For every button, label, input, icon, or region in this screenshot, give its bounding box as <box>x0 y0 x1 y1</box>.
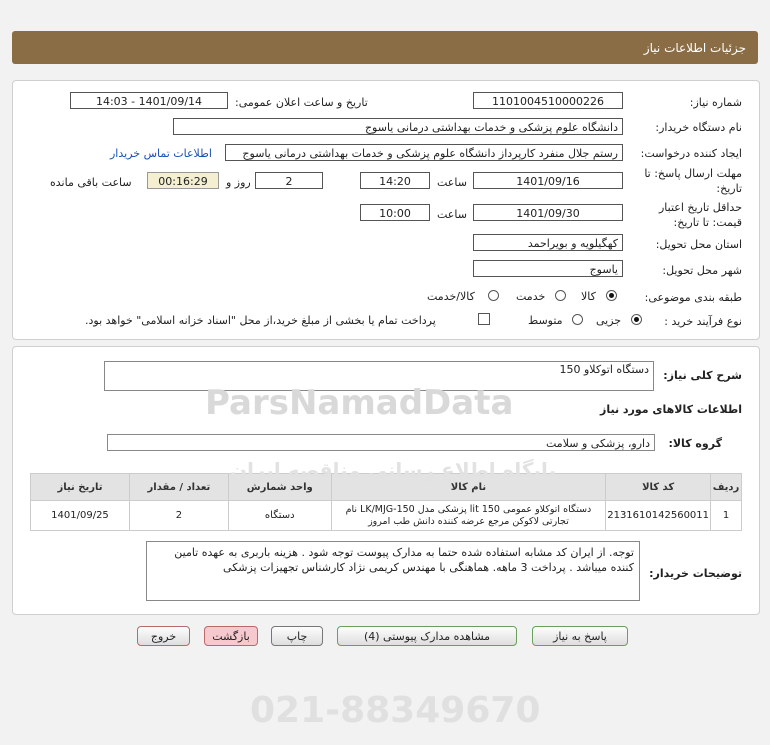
cell-date: 1401/09/25 <box>31 501 130 531</box>
deadline-date-field: 1401/09/16 <box>473 172 623 189</box>
buyer-notes-field: توجه. از ایران کد مشابه استفاده شده حتما به مدارک پیوست توجه شود . هزینه باربری به عهده تامین کننده میباشد . پرداخت 3 ماهه. هماهنگی با مهندس کریمی نژاد کارشناس تجهیزات پزشکی <box>146 541 640 601</box>
header-code: کد کالا <box>606 474 711 501</box>
announce-field: 1401/09/14 - 14:03 <box>70 92 228 109</box>
cell-row-number: 1 <box>711 501 742 531</box>
buyer-contact-link[interactable]: اطلاعات تماس خریدار <box>110 147 212 160</box>
city-label: شهر محل تحویل: <box>662 264 742 277</box>
province-field: کهگیلویه و بویراحمد <box>473 234 623 251</box>
validity-time-label: ساعت <box>437 208 467 221</box>
need-description-label: شرح کلی نیاز: <box>663 369 742 382</box>
goods-info-title: اطلاعات کالاهای مورد نیاز <box>600 403 742 416</box>
cell-name: دستگاه اتوکلاو عمومی 150 lit پزشکی مدل LK/MJG-150 نام تجارتی لاکوکن مرجع عرضه کننده دانش طب امروز <box>331 501 606 531</box>
page-header <box>12 31 758 64</box>
category-goods-label: کالا <box>581 290 596 303</box>
validity-label-2: قیمت: تا تاریخ: <box>673 216 742 229</box>
need-number-field: 1101004510000226 <box>473 92 623 109</box>
header-date: تاریخ نیاز <box>31 474 130 501</box>
creator-field: رستم جلال منفرد کارپرداز دانشگاه علوم پزشکی و خدمات بهداشتی درمانی یاسوج <box>225 144 623 161</box>
deadline-time-field: 14:20 <box>360 172 430 189</box>
watermark-line: پایگاه اطلاع رسانی مناقصه ایران <box>230 458 557 482</box>
table-header-row <box>31 474 742 501</box>
items-table <box>30 473 742 531</box>
deadline-label: مهلت ارسال پاسخ: تا <box>644 167 742 180</box>
days-field: 2 <box>255 172 323 189</box>
goods-group-field: دارو، پزشکی و سلامت <box>107 434 655 451</box>
process-minor-label: جزیی <box>596 314 622 327</box>
goods-group-label: گروه کالا: <box>668 437 722 450</box>
treasury-note: پرداخت تمام یا بخشی از مبلغ خرید،از محل "اسناد خزانه اسلامی" خواهد بود. <box>85 314 436 327</box>
category-label: طبقه بندی موضوعی: <box>644 291 742 304</box>
table-row[interactable] <box>31 501 742 531</box>
announce-label: تاریخ و ساعت اعلان عمومی: <box>235 96 368 109</box>
days-label: روز و <box>226 176 251 189</box>
process-medium-radio[interactable] <box>572 314 583 325</box>
province-label: استان محل تحویل: <box>655 238 742 251</box>
print-button[interactable]: چاپ <box>271 626 323 646</box>
category-goods-radio[interactable] <box>606 290 617 301</box>
cell-qty: 2 <box>129 501 228 531</box>
header-qty: تعداد / مقدار <box>129 474 228 501</box>
deadline-label-2: تاریخ: <box>716 182 742 195</box>
remaining-label: ساعت باقی مانده <box>50 176 132 189</box>
treasury-checkbox[interactable] <box>478 313 490 325</box>
category-goods-service-label: کالا/خدمت <box>427 290 475 303</box>
cell-code: 2131610142560011 <box>606 501 711 531</box>
deadline-time-label: ساعت <box>437 176 467 189</box>
cell-unit: دستگاه <box>228 501 331 531</box>
exit-button[interactable]: خروج <box>137 626 190 646</box>
creator-label: ایجاد کننده درخواست: <box>640 147 742 160</box>
page-title: جزئیات اطلاعات نیاز <box>643 41 746 55</box>
process-minor-radio[interactable] <box>631 314 642 325</box>
need-description-field: دستگاه اتوکلاو 150 <box>104 361 654 391</box>
header-row-number: ردیف <box>711 474 742 501</box>
watermark-phone: 021-88349670 <box>250 690 541 731</box>
process-medium-label: متوسط <box>528 314 563 327</box>
header-name: نام کالا <box>331 474 606 501</box>
header-unit: واحد شمارش <box>228 474 331 501</box>
back-button[interactable]: بازگشت <box>204 626 258 646</box>
buyer-org-label: نام دستگاه خریدار: <box>655 121 742 134</box>
watermark-brand: ParsNamadData <box>205 383 514 423</box>
validity-time-field: 10:00 <box>360 204 430 221</box>
category-service-radio[interactable] <box>555 290 566 301</box>
reply-button[interactable]: پاسخ به نیاز <box>532 626 628 646</box>
remaining-time-field: 00:16:29 <box>147 172 219 189</box>
buyer-notes-label: توضیحات خریدار: <box>649 567 742 580</box>
buyer-org-field: دانشگاه علوم پزشکی و خدمات بهداشتی درمانی یاسوج <box>173 118 623 135</box>
validity-label: حداقل تاریخ اعتبار <box>658 201 742 214</box>
process-label: نوع فرآیند خرید : <box>664 315 742 328</box>
category-goods-service-radio[interactable] <box>488 290 499 301</box>
validity-date-field: 1401/09/30 <box>473 204 623 221</box>
city-field: یاسوج <box>473 260 623 277</box>
need-number-label: شماره نیاز: <box>689 96 742 109</box>
category-service-label: خدمت <box>516 290 546 303</box>
view-attachments-button[interactable]: مشاهده مدارک پیوستی (4) <box>337 626 517 646</box>
